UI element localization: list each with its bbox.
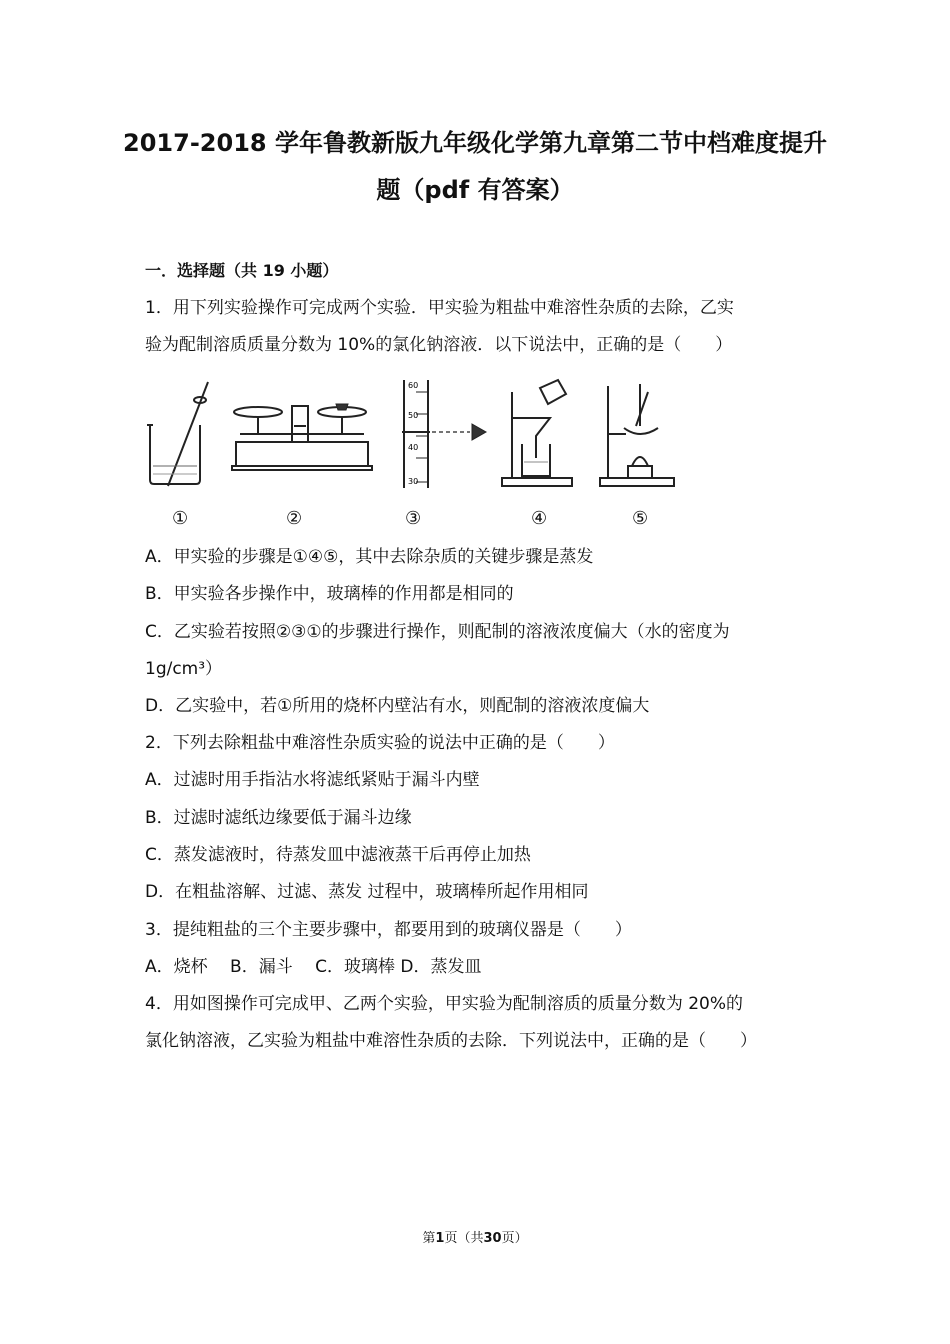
tick-40: 40 xyxy=(408,443,419,452)
q3-options: A．烧杯 B．漏斗 C．玻璃棒 D．蒸发皿 xyxy=(145,957,482,977)
filtration-icon xyxy=(502,380,572,486)
footer-suffix: 页） xyxy=(501,1231,528,1246)
figure-label-5: ⑤ xyxy=(632,508,649,529)
q1-option-b: B．甲实验各步操作中，玻璃棒的作用都是相同的 xyxy=(145,584,514,604)
q1-option-d: D．乙实验中，若①所用的烧杯内壁沾有水，则配制的溶液浓度偏大 xyxy=(145,696,650,716)
q2-option-c: C．蒸发滤液时，待蒸发皿中滤液蒸干后再停止加热 xyxy=(145,845,531,865)
q4-stem-line1: 4．用如图操作可完成甲、乙两个实验，甲实验为配制溶质的质量分数为 20%的 xyxy=(145,994,744,1014)
footer-prefix: 第 xyxy=(422,1231,436,1246)
q1-option-c-line1: C．乙实验若按照②③①的步骤进行操作，则配制的溶液浓度偏大（水的密度为 xyxy=(145,622,730,642)
tick-50: 50 xyxy=(408,411,419,420)
document-title-line1: 2017-2018 学年鲁教新版九年级化学第九章第二节中档难度提升 xyxy=(123,129,827,157)
section-heading: 一．选择题（共 19 小题） xyxy=(145,261,339,280)
tick-60: 60 xyxy=(408,381,419,390)
figure-label-4: ④ xyxy=(531,508,548,529)
q3-stem: 3．提纯粗盐的三个主要步骤中，都要用到的玻璃仪器是（ ） xyxy=(145,920,632,940)
q2-stem: 2．下列去除粗盐中难溶性杂质实验的说法中正确的是（ ） xyxy=(145,733,615,753)
figure-label-2: ② xyxy=(286,508,303,529)
q2-option-b: B．过滤时滤纸边缘要低于漏斗边缘 xyxy=(145,808,412,828)
figure-label-1: ① xyxy=(172,508,189,529)
page-footer xyxy=(0,1227,950,1246)
q2-option-a: A．过滤时用手指沾水将滤纸紧贴于漏斗内壁 xyxy=(145,770,480,790)
footer-page-number: 1 xyxy=(435,1231,445,1246)
q4-stem-line2: 氯化钠溶液，乙实验为粗盐中难溶性杂质的去除．下列说法中，正确的是（ ） xyxy=(145,1031,757,1051)
figure-label-3: ③ xyxy=(405,508,422,529)
eye-icon xyxy=(472,424,486,440)
lab-apparatus-figure xyxy=(140,378,700,498)
evaporation-icon xyxy=(600,384,674,486)
beaker-stirring-icon xyxy=(147,382,208,486)
footer-middle: 页（共 xyxy=(444,1231,484,1246)
q2-option-d: D．在粗盐溶解、过滤、蒸发 过程中，玻璃棒所起作用相同 xyxy=(145,882,589,902)
q1-stem-line2: 验为配制溶质质量分数为 10%的氯化钠溶液．以下说法中，正确的是（ ） xyxy=(145,335,733,355)
tick-30: 30 xyxy=(408,477,419,486)
q1-option-a: A．甲实验的步骤是①④⑤，其中去除杂质的关键步骤是蒸发 xyxy=(145,547,594,567)
footer-total-pages: 30 xyxy=(483,1231,502,1246)
balance-icon xyxy=(232,404,372,470)
document-title-line2: 题（pdf 有答案） xyxy=(376,176,574,204)
q1-stem-line1: 1．用下列实验操作可完成两个实验．甲实验为粗盐中难溶性杂质的去除，乙实 xyxy=(145,298,734,318)
q1-option-c-line2: 1g/cm³） xyxy=(145,659,223,679)
measuring-cylinder-icon xyxy=(402,380,486,488)
